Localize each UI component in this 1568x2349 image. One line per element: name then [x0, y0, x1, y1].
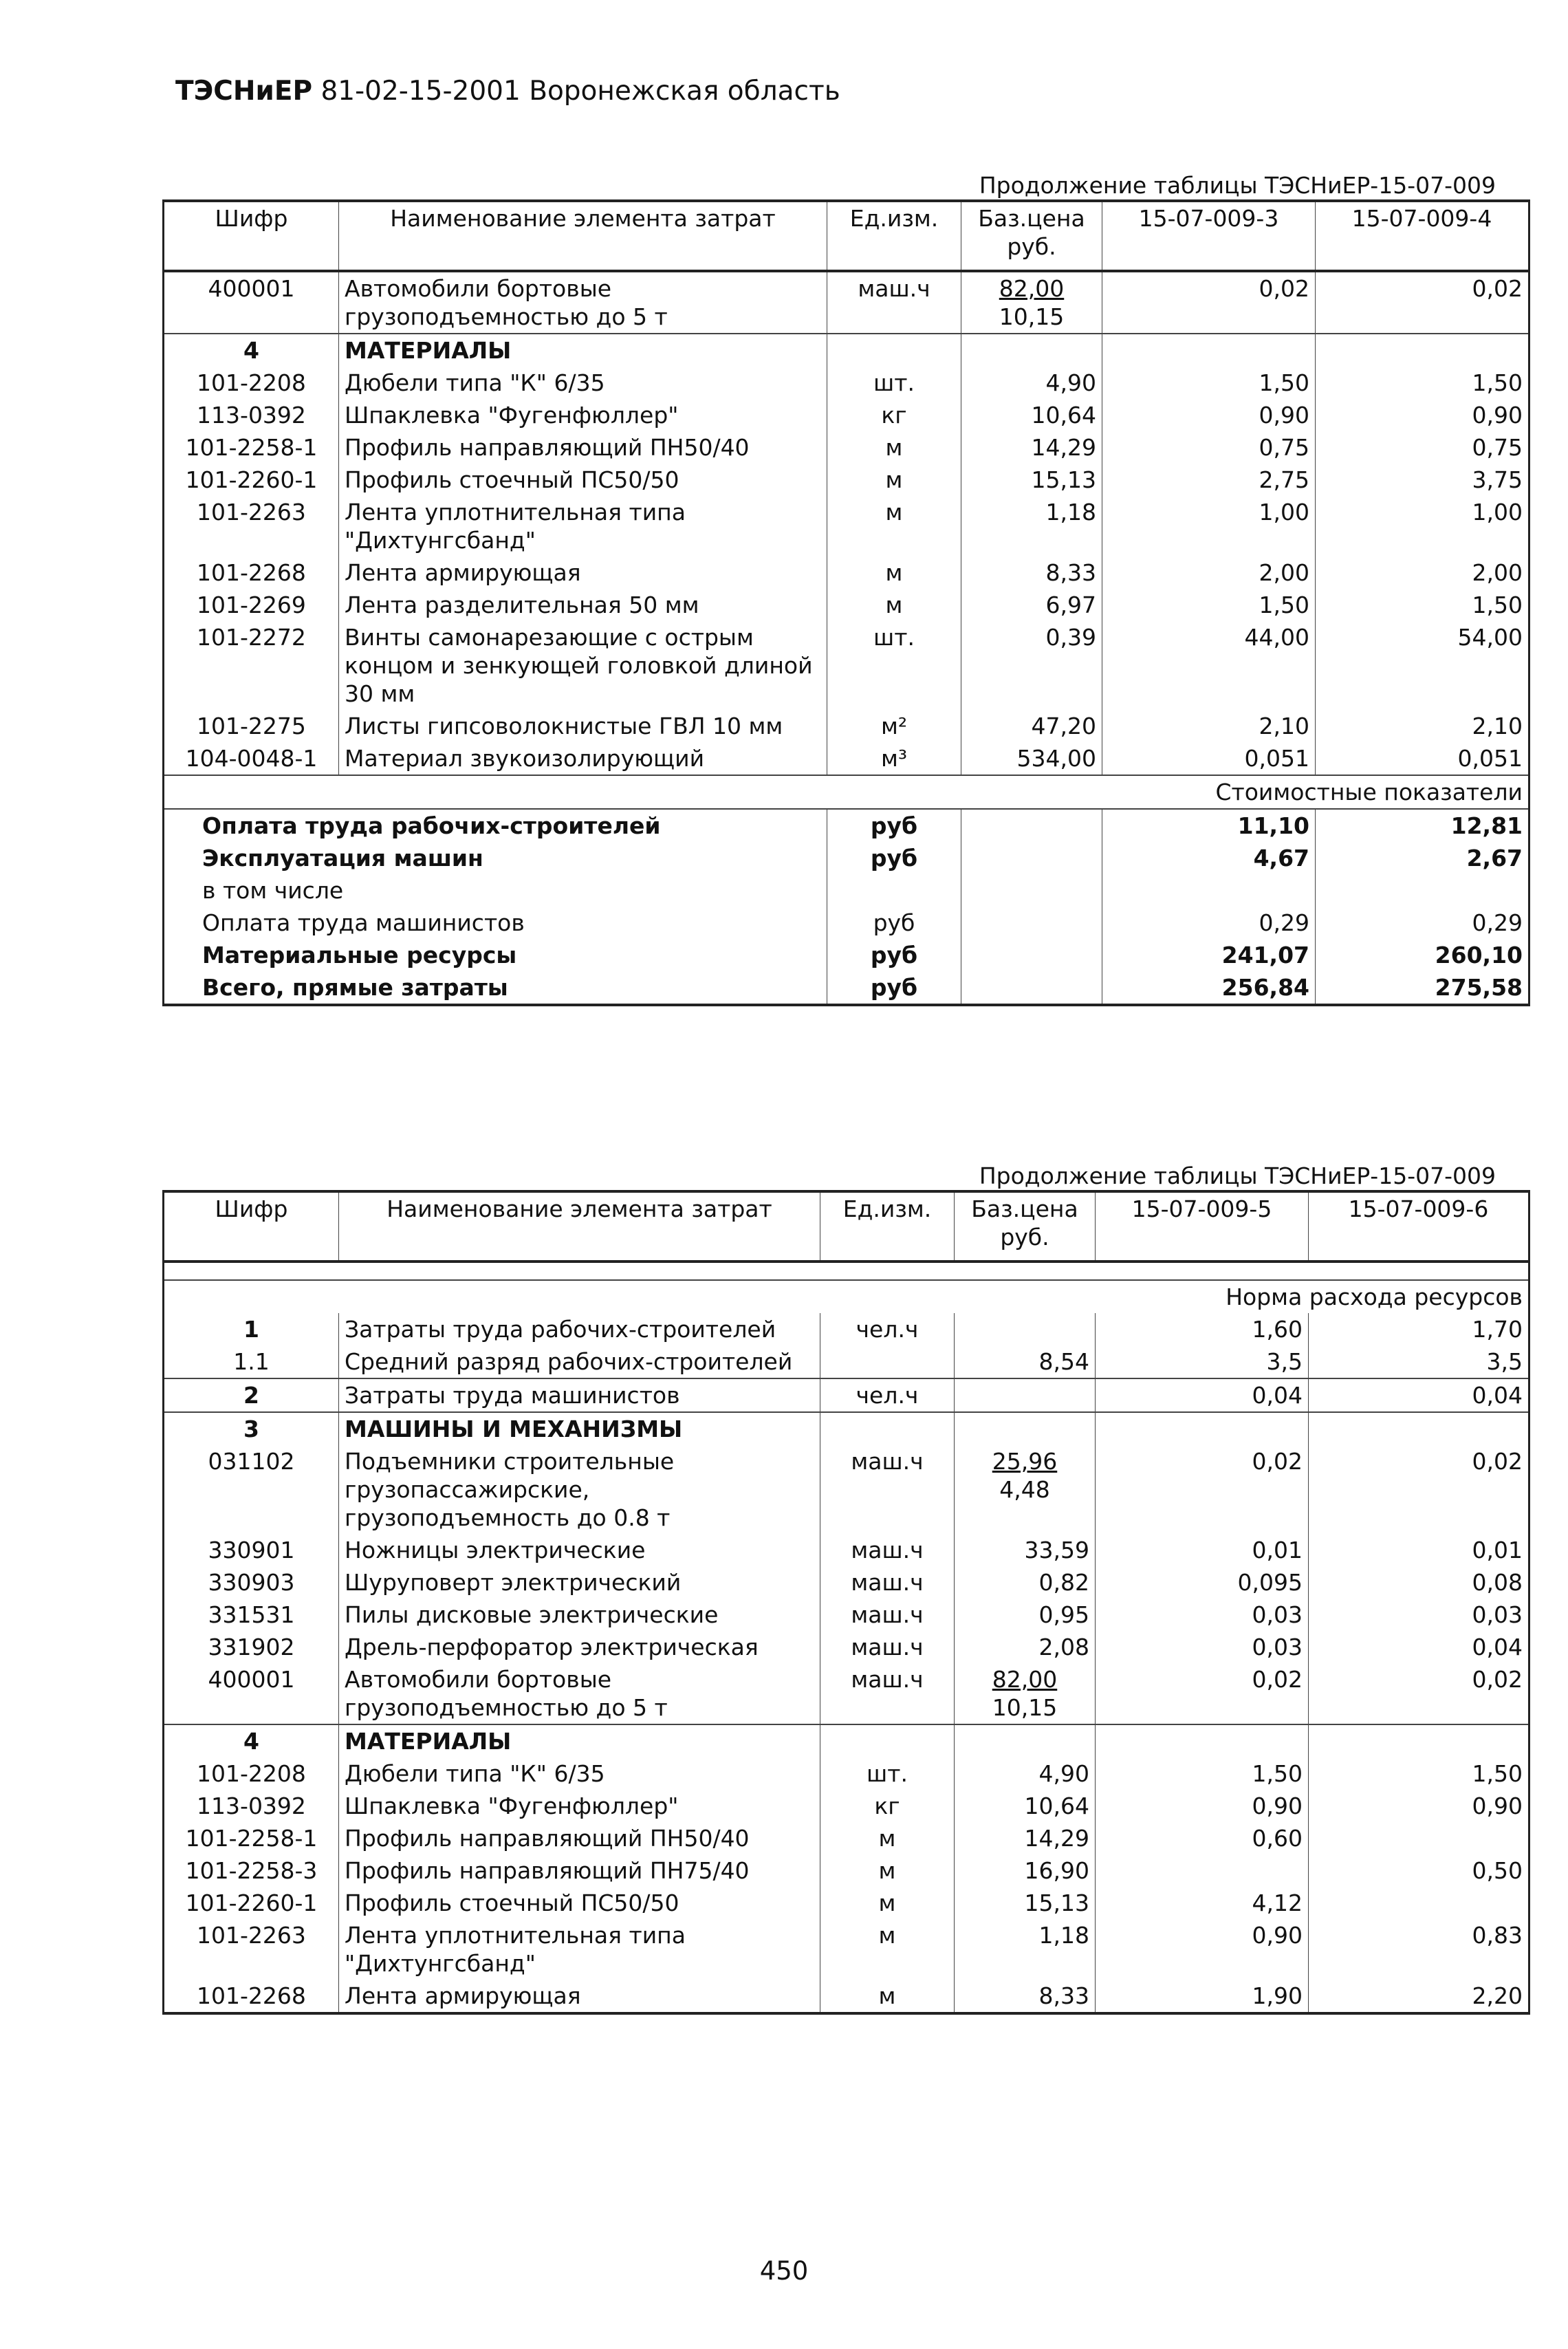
- cost-unit: руб: [827, 842, 961, 874]
- row-code: 113-0392: [197, 1793, 306, 1819]
- table-row: [164, 496, 1529, 556]
- row-unit: маш.ч: [820, 1663, 955, 1724]
- cost-value-b: [1316, 874, 1529, 907]
- row-name: Винты самонарезающие с острым концом и зенкующей головкой длиной 30 мм: [339, 621, 827, 710]
- row-name: Профиль направляющий ПН50/40: [339, 431, 827, 464]
- row-unit: шт.: [827, 621, 961, 710]
- row-name: Шпаклевка "Фугенфюллер": [339, 399, 827, 431]
- cost-row: [164, 971, 1529, 1005]
- row-name: Пилы дисковые электрические: [339, 1599, 820, 1631]
- row-price: 0,82: [955, 1566, 1096, 1599]
- cost-name: Материальные ресурсы: [202, 942, 517, 968]
- document-header: [175, 76, 840, 107]
- row-name: Лента разделительная 50 мм: [339, 589, 827, 621]
- row-price: [955, 1445, 1096, 1534]
- cost-price-empty: [961, 971, 1102, 1005]
- row-unit: кг: [820, 1790, 955, 1822]
- row-unit: маш.ч: [820, 1566, 955, 1599]
- row-code: 101-2272: [197, 624, 306, 651]
- table-row: [164, 1534, 1529, 1566]
- col-unit-header: Ед.изм.: [827, 201, 961, 271]
- header-code: ТЭСНиЕР: [175, 76, 313, 107]
- cost-value-b: 2,67: [1316, 842, 1529, 874]
- row-price: 8,33: [955, 1980, 1096, 2013]
- table2-labor: [164, 1313, 1529, 1412]
- row-price: 4,90: [955, 1757, 1096, 1790]
- cost-value-b: 12,81: [1316, 809, 1529, 842]
- table1-costs: [164, 809, 1529, 1005]
- cost-value-b: 0,29: [1316, 907, 1529, 939]
- row-unit: м: [827, 589, 961, 621]
- cost-name: Оплата труда машинистов: [202, 909, 525, 936]
- cost-value-a: 11,10: [1102, 809, 1316, 842]
- row-value-a: 0,04: [1096, 1378, 1309, 1412]
- row-price-main: 82,00: [999, 275, 1065, 302]
- row-name: Подъемники строительные грузопассажирские, грузоподъемность до 0.8 т: [339, 1445, 820, 1534]
- section-title: МАТЕРИАЛЫ: [339, 334, 827, 367]
- row-value-a: 0,90: [1096, 1790, 1309, 1822]
- cost-name: Эксплуатация машин: [202, 845, 483, 872]
- row-value-b: 0,04: [1309, 1378, 1529, 1412]
- row-name: Лента армирующая: [339, 556, 827, 589]
- table-row: [164, 1445, 1529, 1534]
- row-unit: чел.ч: [820, 1313, 955, 1345]
- row-name: Затраты труда машинистов: [339, 1378, 820, 1412]
- row-value-b: 2,00: [1316, 556, 1529, 589]
- table-row: [164, 464, 1529, 496]
- row-value-b: 0,02: [1316, 271, 1529, 334]
- cost-value-a: [1102, 874, 1316, 907]
- table-row: [164, 399, 1529, 431]
- table-row: [164, 1822, 1529, 1854]
- row-value-a: 0,02: [1102, 271, 1316, 334]
- cost-unit: руб: [827, 971, 961, 1005]
- row-price: 1,18: [961, 496, 1102, 556]
- cost-price-empty: [961, 809, 1102, 842]
- row-unit: маш.ч: [820, 1631, 955, 1663]
- table-row: [164, 1663, 1529, 1724]
- cost-band-row: [164, 775, 1529, 809]
- row-code: 330901: [208, 1537, 295, 1563]
- row-code: 400001: [208, 1666, 295, 1693]
- table1-continuation: Продолжение таблицы ТЭСНиЕР-15-07-009: [979, 172, 1496, 199]
- table2-header-row: [164, 1191, 1529, 1262]
- row-value-a: 3,5: [1096, 1345, 1309, 1378]
- row-value-b: 2,20: [1309, 1980, 1529, 2013]
- row-unit: шт.: [820, 1757, 955, 1790]
- cost-value-b: 260,10: [1316, 939, 1529, 971]
- table-row: [164, 1854, 1529, 1887]
- table-row: [164, 1887, 1529, 1919]
- cost-unit: руб: [827, 907, 961, 939]
- row-code: 1: [243, 1316, 259, 1343]
- row-value-b: 0,75: [1316, 431, 1529, 464]
- table-row: [164, 742, 1529, 775]
- row-price-sub: 10,15: [992, 1694, 1058, 1721]
- row-value-a: 44,00: [1102, 621, 1316, 710]
- row-price-main: 25,96: [992, 1448, 1058, 1475]
- row-code: 400001: [208, 275, 295, 302]
- row-name: Профиль стоечный ПС50/50: [339, 1887, 820, 1919]
- row-code: 101-2208: [197, 1760, 306, 1787]
- col-unit-header: Ед.изм.: [820, 1191, 955, 1262]
- row-value-a: 4,12: [1096, 1887, 1309, 1919]
- row-name: Дюбели типа "К" 6/35: [339, 1757, 820, 1790]
- row-name: Средний разряд рабочих-строителей: [339, 1345, 820, 1378]
- cost-row: [164, 907, 1529, 939]
- norm-band-label: Норма расхода ресурсов: [164, 1280, 1529, 1313]
- row-value-b: 0,03: [1309, 1599, 1529, 1631]
- row-code: 331902: [208, 1634, 295, 1660]
- cost-row: [164, 809, 1529, 842]
- row-code: 113-0392: [197, 402, 306, 429]
- row-value-b: 3,75: [1316, 464, 1529, 496]
- row-code: 2: [164, 1378, 339, 1412]
- row-value-a: 2,75: [1102, 464, 1316, 496]
- row-value-a: 0,03: [1096, 1599, 1309, 1631]
- row-name: Лента уплотнительная типа "Дихтунгсбанд": [339, 1919, 820, 1980]
- row-value-a: 1,50: [1102, 367, 1316, 399]
- table-row: [164, 1566, 1529, 1599]
- table-row: [164, 1631, 1529, 1663]
- row-price: 4,90: [961, 367, 1102, 399]
- page-number: 450: [759, 2256, 809, 2286]
- row-value-a: 0,01: [1096, 1534, 1309, 1566]
- row-unit: м: [827, 496, 961, 556]
- row-unit: м: [820, 1919, 955, 1980]
- row-price: 8,54: [955, 1345, 1096, 1378]
- cost-price-empty: [961, 874, 1102, 907]
- row-value-a: 0,095: [1096, 1566, 1309, 1599]
- row-code: 101-2258-1: [185, 1825, 318, 1852]
- row-price-sub: 4,48: [999, 1476, 1050, 1503]
- row-value-b: [1309, 1887, 1529, 1919]
- row-name: Дюбели типа "К" 6/35: [339, 367, 827, 399]
- table-row: [164, 1919, 1529, 1980]
- row-price: 2,08: [955, 1631, 1096, 1663]
- row-unit: м²: [827, 710, 961, 742]
- row-unit: маш.ч: [820, 1534, 955, 1566]
- table-row: [164, 1757, 1529, 1790]
- row-unit: м: [820, 1822, 955, 1854]
- row-code: 101-2208: [197, 369, 306, 396]
- row-name: Профиль направляющий ПН75/40: [339, 1854, 820, 1887]
- cost-row: [164, 842, 1529, 874]
- row-name: Лента уплотнительная типа "Дихтунгсбанд": [339, 496, 827, 556]
- row-price: [961, 271, 1102, 334]
- row-price: 8,33: [961, 556, 1102, 589]
- row-code: 101-2269: [197, 592, 306, 618]
- row-unit: шт.: [827, 367, 961, 399]
- row-value-a: 0,03: [1096, 1631, 1309, 1663]
- row-code: 101-2260-1: [185, 1890, 318, 1916]
- row-value-b: 0,83: [1309, 1919, 1529, 1980]
- cost-value-a: 0,29: [1102, 907, 1316, 939]
- row-code: 101-2275: [197, 713, 306, 739]
- row-name: Лента армирующая: [339, 1980, 820, 2013]
- row-code: 101-2258-1: [185, 434, 318, 461]
- row-value-b: 0,90: [1309, 1790, 1529, 1822]
- section-title: МАТЕРИАЛЫ: [339, 1724, 820, 1757]
- table-row: [164, 589, 1529, 621]
- row-name: Шуруповерт электрический: [339, 1566, 820, 1599]
- row-unit: маш.ч: [820, 1599, 955, 1631]
- table1: [162, 199, 1530, 1006]
- row-code: 101-2263: [197, 499, 306, 526]
- row-price: 10,64: [961, 399, 1102, 431]
- row-value-b: 0,01: [1309, 1534, 1529, 1566]
- row-unit: м: [820, 1887, 955, 1919]
- row-unit: кг: [827, 399, 961, 431]
- section-row: [164, 1724, 1529, 1757]
- table2-materials: [164, 1757, 1529, 2013]
- row-value-b: 0,08: [1309, 1566, 1529, 1599]
- row-name: Листы гипсоволокнистые ГВЛ 10 мм: [339, 710, 827, 742]
- table-row: [164, 1345, 1529, 1378]
- cost-row: [164, 874, 1529, 907]
- col-price-header: Баз.цена руб.: [961, 201, 1102, 271]
- table-row: [164, 1378, 1529, 1412]
- norm-band-row: [164, 1280, 1529, 1313]
- section-row: [164, 1412, 1529, 1445]
- row-price: 1,18: [955, 1919, 1096, 1980]
- row-value-a: 1,60: [1096, 1313, 1309, 1345]
- col-price-header: Баз.цена руб.: [955, 1191, 1096, 1262]
- row-code: 330903: [208, 1569, 295, 1596]
- row-value-b: [1309, 1822, 1529, 1854]
- cost-value-b: 275,58: [1316, 971, 1529, 1005]
- row-code: 031102: [208, 1448, 295, 1475]
- section-number: 3: [164, 1412, 339, 1445]
- row-unit: маш.ч: [827, 271, 961, 334]
- row-name: Дрель-перфоратор электрическая: [339, 1631, 820, 1663]
- row-unit: [820, 1345, 955, 1378]
- row-value-b: 1,50: [1316, 367, 1529, 399]
- table-row: [164, 271, 1529, 334]
- table-row: [164, 1790, 1529, 1822]
- row-price: [955, 1663, 1096, 1724]
- table-row: [164, 710, 1529, 742]
- cost-unit: руб: [827, 939, 961, 971]
- row-code: 101-2268: [197, 559, 306, 586]
- row-price: 15,13: [955, 1887, 1096, 1919]
- row-price-sub: 10,15: [999, 303, 1065, 330]
- cost-name: в том числе: [202, 877, 344, 904]
- row-value-a: 1,50: [1096, 1757, 1309, 1790]
- row-unit: м: [827, 464, 961, 496]
- row-value-b: 2,10: [1316, 710, 1529, 742]
- row-name: Шпаклевка "Фугенфюллер": [339, 1790, 820, 1822]
- row-code: 101-2263: [197, 1922, 306, 1949]
- row-value-a: 0,60: [1096, 1822, 1309, 1854]
- col-a-header: 15-07-009-5: [1096, 1191, 1309, 1262]
- row-price: 47,20: [961, 710, 1102, 742]
- row-price: 16,90: [955, 1854, 1096, 1887]
- table-row: [164, 1599, 1529, 1631]
- row-value-a: 1,90: [1096, 1980, 1309, 2013]
- section-row: [164, 334, 1529, 367]
- row-value-b: 0,02: [1309, 1445, 1529, 1534]
- row-unit: м: [820, 1980, 955, 2013]
- row-code: 1.1: [233, 1348, 270, 1375]
- cost-unit: руб: [827, 809, 961, 842]
- cost-name: Оплата труда рабочих-строителей: [164, 809, 827, 842]
- row-value-b: 54,00: [1316, 621, 1529, 710]
- row-price: 0,39: [961, 621, 1102, 710]
- row-value-a: 0,90: [1102, 399, 1316, 431]
- row-value-a: 0,02: [1096, 1445, 1309, 1534]
- row-value-a: 0,75: [1102, 431, 1316, 464]
- row-name: Затраты труда рабочих-строителей: [339, 1313, 820, 1345]
- row-unit: м: [827, 556, 961, 589]
- table-row: [164, 1980, 1529, 2013]
- row-name: Профиль направляющий ПН50/40: [339, 1822, 820, 1854]
- row-price: 534,00: [961, 742, 1102, 775]
- col-code-header: Шифр: [164, 201, 339, 271]
- row-code: 101-2268: [197, 1982, 306, 2009]
- row-value-b: 3,5: [1309, 1345, 1529, 1378]
- col-b-header: 15-07-009-4: [1316, 201, 1529, 271]
- row-value-b: 0,90: [1316, 399, 1529, 431]
- row-unit: м: [827, 431, 961, 464]
- row-value-a: [1096, 1854, 1309, 1887]
- row-value-a: 1,50: [1102, 589, 1316, 621]
- row-name: Материал звукоизолирующий: [339, 742, 827, 775]
- table-row: [164, 1313, 1529, 1345]
- row-unit: м³: [827, 742, 961, 775]
- row-name: Автомобили бортовые грузоподъемностью до 5 т: [339, 1663, 820, 1724]
- table1-materials: [164, 367, 1529, 775]
- row-price: [955, 1378, 1096, 1412]
- cost-row: [164, 939, 1529, 971]
- row-unit: маш.ч: [820, 1445, 955, 1534]
- row-code: 331531: [208, 1601, 295, 1628]
- col-a-header: 15-07-009-3: [1102, 201, 1316, 271]
- row-value-a: 2,10: [1102, 710, 1316, 742]
- row-value-b: 0,02: [1309, 1663, 1529, 1724]
- row-price: 15,13: [961, 464, 1102, 496]
- table-row: [164, 431, 1529, 464]
- row-value-a: 1,00: [1102, 496, 1316, 556]
- row-unit: м: [820, 1854, 955, 1887]
- cost-value-a: 4,67: [1102, 842, 1316, 874]
- row-value-b: 0,051: [1316, 742, 1529, 775]
- row-name: Профиль стоечный ПС50/50: [339, 464, 827, 496]
- row-code: 101-2258-3: [185, 1857, 318, 1884]
- row-price: [955, 1313, 1096, 1345]
- row-value-a: 0,051: [1102, 742, 1316, 775]
- row-code: 104-0048-1: [185, 745, 318, 772]
- col-code-header: Шифр: [164, 1191, 339, 1262]
- cost-value-a: 241,07: [1102, 939, 1316, 971]
- section-number: 4: [164, 1724, 339, 1757]
- row-value-b: 0,04: [1309, 1631, 1529, 1663]
- cost-price-empty: [961, 842, 1102, 874]
- cost-band-label: Стоимостные показатели: [164, 775, 1529, 809]
- row-price: 10,64: [955, 1790, 1096, 1822]
- row-price: 33,59: [955, 1534, 1096, 1566]
- cost-value-a: 256,84: [1102, 971, 1316, 1005]
- table1-header-row: [164, 201, 1529, 271]
- row-value-b: 1,50: [1316, 589, 1529, 621]
- cost-unit: [827, 874, 961, 907]
- row-value-b: 1,70: [1309, 1313, 1529, 1345]
- table2: [162, 1190, 1530, 2015]
- section-title: МАШИНЫ И МЕХАНИЗМЫ: [339, 1412, 820, 1445]
- table-row: [164, 367, 1529, 399]
- table2-machines: [164, 1445, 1529, 1724]
- table-row: [164, 621, 1529, 710]
- section-number: 4: [164, 334, 339, 367]
- row-unit: чел.ч: [820, 1378, 955, 1412]
- row-value-b: 1,50: [1309, 1757, 1529, 1790]
- row-code: 101-2260-1: [185, 466, 318, 493]
- header-rest: 81-02-15-2001 Воронежская область: [312, 76, 840, 107]
- table2-continuation: Продолжение таблицы ТЭСНиЕР-15-07-009: [979, 1162, 1496, 1189]
- row-price-main: 82,00: [992, 1666, 1058, 1693]
- table-row: [164, 556, 1529, 589]
- row-value-a: 0,02: [1096, 1663, 1309, 1724]
- cost-price-empty: [961, 939, 1102, 971]
- spacer-row: [164, 1262, 1529, 1280]
- row-value-b: 1,00: [1316, 496, 1529, 556]
- row-price: 0,95: [955, 1599, 1096, 1631]
- row-price: 14,29: [955, 1822, 1096, 1854]
- col-name-header: Наименование элемента затрат: [339, 201, 827, 271]
- col-b-header: 15-07-009-6: [1309, 1191, 1529, 1262]
- row-name: Автомобили бортовые грузоподъемностью до 5 т: [339, 271, 827, 334]
- row-name: Ножницы электрические: [339, 1534, 820, 1566]
- row-price: 6,97: [961, 589, 1102, 621]
- row-value-a: 0,90: [1096, 1919, 1309, 1980]
- cost-price-empty: [961, 907, 1102, 939]
- row-value-b: 0,50: [1309, 1854, 1529, 1887]
- row-value-a: 2,00: [1102, 556, 1316, 589]
- row-price: 14,29: [961, 431, 1102, 464]
- cost-name: Всего, прямые затраты: [202, 974, 508, 1001]
- col-name-header: Наименование элемента затрат: [339, 1191, 820, 1262]
